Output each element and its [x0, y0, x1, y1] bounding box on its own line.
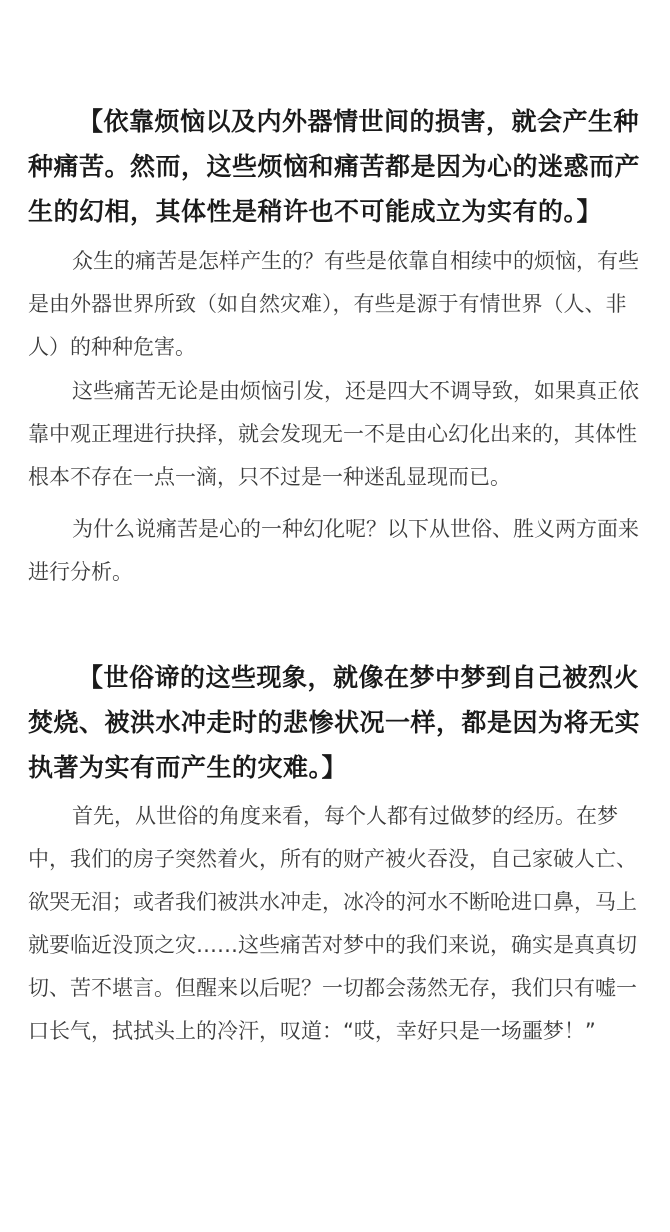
section-1-heading: 【依靠烦恼以及内外器情世间的损害，就会产生种种痛苦。然而，这些烦恼和痛苦都是因为心的迷惑而产生的幻相，其体性是稍许也不可能成立为实有的。】: [28, 107, 641, 226]
section-1-paragraph-2: 这些痛苦无论是由烦恼引发，还是四大不调导致，如果真正依靠中观正理进行抉择，就会发现无一不是由心幻化出来的，其体性根本不存在一点一滴，只不过是一种迷乱显现而已。: [28, 379, 639, 489]
section-2-paragraph-1: 首先，从世俗的角度来看，每个人都有过做梦的经历。在梦中，我们的房子突然着火，所有的财产被火吞没，自己家破人亡、欲哭无泪；或者我们被洪水冲走，冰冷的河水不断呛进口鼻，马上就要临近没顶之灾……这些痛苦对梦中的我们来说，确实是真真切切、苦不堪言。但醒来以后呢？一切都会荡然无存，我们只有嘘一口长气，拭拭头上的冷汗，叹道：“哎，幸好只是一场噩梦！”: [28, 804, 637, 1043]
section-2-heading: 【世俗谛的这些现象，就像在梦中梦到自己被烈火焚烧、被洪水冲走时的悲惨状况一样，都是因为将无实执著为实有而产生的灾难。】: [28, 663, 641, 782]
section-1-paragraph-1: 众生的痛苦是怎样产生的？有些是依靠自相续中的烦恼，有些是由外器世界所致（如自然灾难），有些是源于有情世界（人、非人）的种种危害。: [28, 249, 639, 359]
section-1-paragraph-3: 为什么说痛苦是心的一种幻化呢？以下从世俗、胜义两方面来进行分析。: [28, 517, 639, 584]
